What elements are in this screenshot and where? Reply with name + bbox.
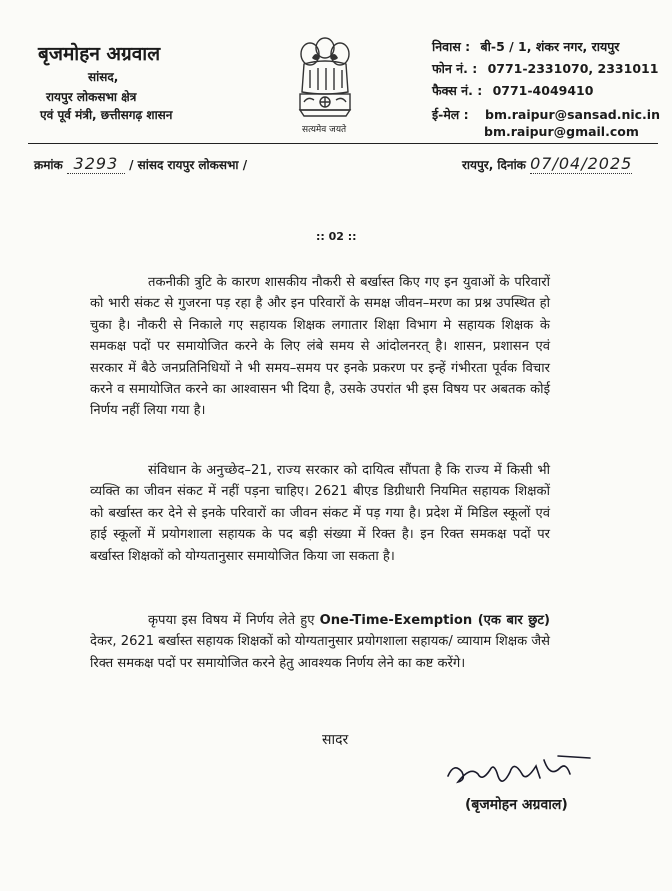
body-paragraph-2: [90, 460, 550, 567]
closing-salutation: सादर: [322, 732, 349, 748]
phone-label: फोन नं. :: [432, 61, 478, 76]
fax-label: फैक्स नं. :: [432, 83, 483, 98]
sender-designation: सांसद,: [88, 70, 119, 84]
signatory-name: (बृजमोहन अग्रवाल): [465, 797, 568, 813]
email-label: ई-मेल :: [432, 107, 469, 122]
exemption-highlight: One-Time-Exemption (एक बार छुट): [319, 613, 551, 628]
fax-value: 0771-4049410: [492, 83, 594, 98]
address-label: निवास :: [432, 39, 471, 54]
reference-line: [34, 154, 247, 174]
signature-icon: [440, 748, 600, 798]
sender-former-post: एवं पूर्व मंत्री, छत्तीसगढ़ शासन: [40, 108, 173, 122]
reference-suffix: / सांसद रायपुर लोकसभा /: [129, 158, 248, 172]
phone-line: [432, 60, 658, 77]
phone-value: 0771-2331070, 2331011: [487, 61, 659, 76]
address-value: बी-5 / 1, शंकर नगर, रायपुर: [480, 39, 620, 54]
sender-constituency: रायपुर लोकसभा क्षेत्र: [46, 90, 137, 104]
address-line: [432, 38, 619, 55]
emblem-motto: सत्यमेव जयते: [302, 125, 347, 135]
reference-number: 3293: [67, 154, 125, 174]
body-paragraph-3: [90, 610, 550, 674]
reference-prefix: क्रमांक: [34, 158, 63, 172]
email-secondary[interactable]: bm.raipur@gmail.com: [484, 124, 639, 139]
letterhead-divider: [28, 143, 658, 144]
paragraph-1-text: तकनीकी त्रुटि के कारण शासकीय नौकरी से बर्खास्त किए गए इन युवाओं के परिवारों को भारी संकट से गुजरना पड़ रहा है और इन परिवारों के समक्ष जीवन–मरण का प्रश्न उपस्थित हो चुका है। नौकरी से निकाले गए सहायक शिक्षक लगातार शिक्षा विभाग मे सहायक शिक्षक के समकक्ष पदों पर समायोजित करने के लिए लंबे समय से आंदोलनरत् है। शासन, प्रशासन एवं सरकार में बैठे जनप्रतिनिधियों ने भी समय–समय पर इनके प्रकरण पर इन्हें गंभीरता पूर्वक विचार करने व समायोजित करने का आश्वासन भी दिया है, उसके उपरांत भी इस विषय पर अबतक कोई निर्णय नहीं लिया गया है।: [90, 275, 550, 419]
sender-name: बृजमोहन अग्रवाल: [38, 43, 161, 65]
date-label: रायपुर, दिनांक: [462, 158, 526, 172]
paragraph-3-text-a: कृपया इस विषय में निर्णय लेते हुए: [148, 613, 320, 628]
body-paragraph-1: [90, 272, 550, 422]
letter-date: 07/04/2025: [530, 154, 633, 173]
page-number: :: 02 ::: [316, 230, 357, 243]
email-primary[interactable]: bm.raipur@sansad.nic.in: [485, 107, 660, 122]
email-line: [432, 106, 660, 123]
paragraph-3-text-b: देकर, 2621 बर्खास्त सहायक शिक्षकों को योग्यतानुसार प्रयोगशाला सहायक/ व्यायाम शिक्षक जैसे रिक्त समकक्ष पदों पर समायोजित करने हेतु आवश्यक निर्णय लेने का कष्ट करेंगे।: [90, 634, 550, 671]
date-line: [462, 154, 632, 174]
fax-line: [432, 82, 593, 99]
paragraph-2-text: संविधान के अनुच्छेद–21, राज्य सरकार को दायित्व सौंपता है कि राज्य में किसी भी व्यक्ति का जीवन संकट में नहीं पड़ना चाहिए। 2621 बीएड डिग्रीधारी नियमित सहायक शिक्षकों को बर्खास्त कर देने से इनके परिवारों का जीवन संकट में पड़ गया है। प्रदेश में मिडिल स्कूलों एवं हाई स्कूलों में प्रयोगशाला सहायक के पद बड़ी संख्या में रिक्त है। इन रिक्त समकक्ष पदों पर बर्खास्त शिक्षकों को योग्यतानुसार समायोजित किया जा सकता है।: [90, 463, 550, 564]
